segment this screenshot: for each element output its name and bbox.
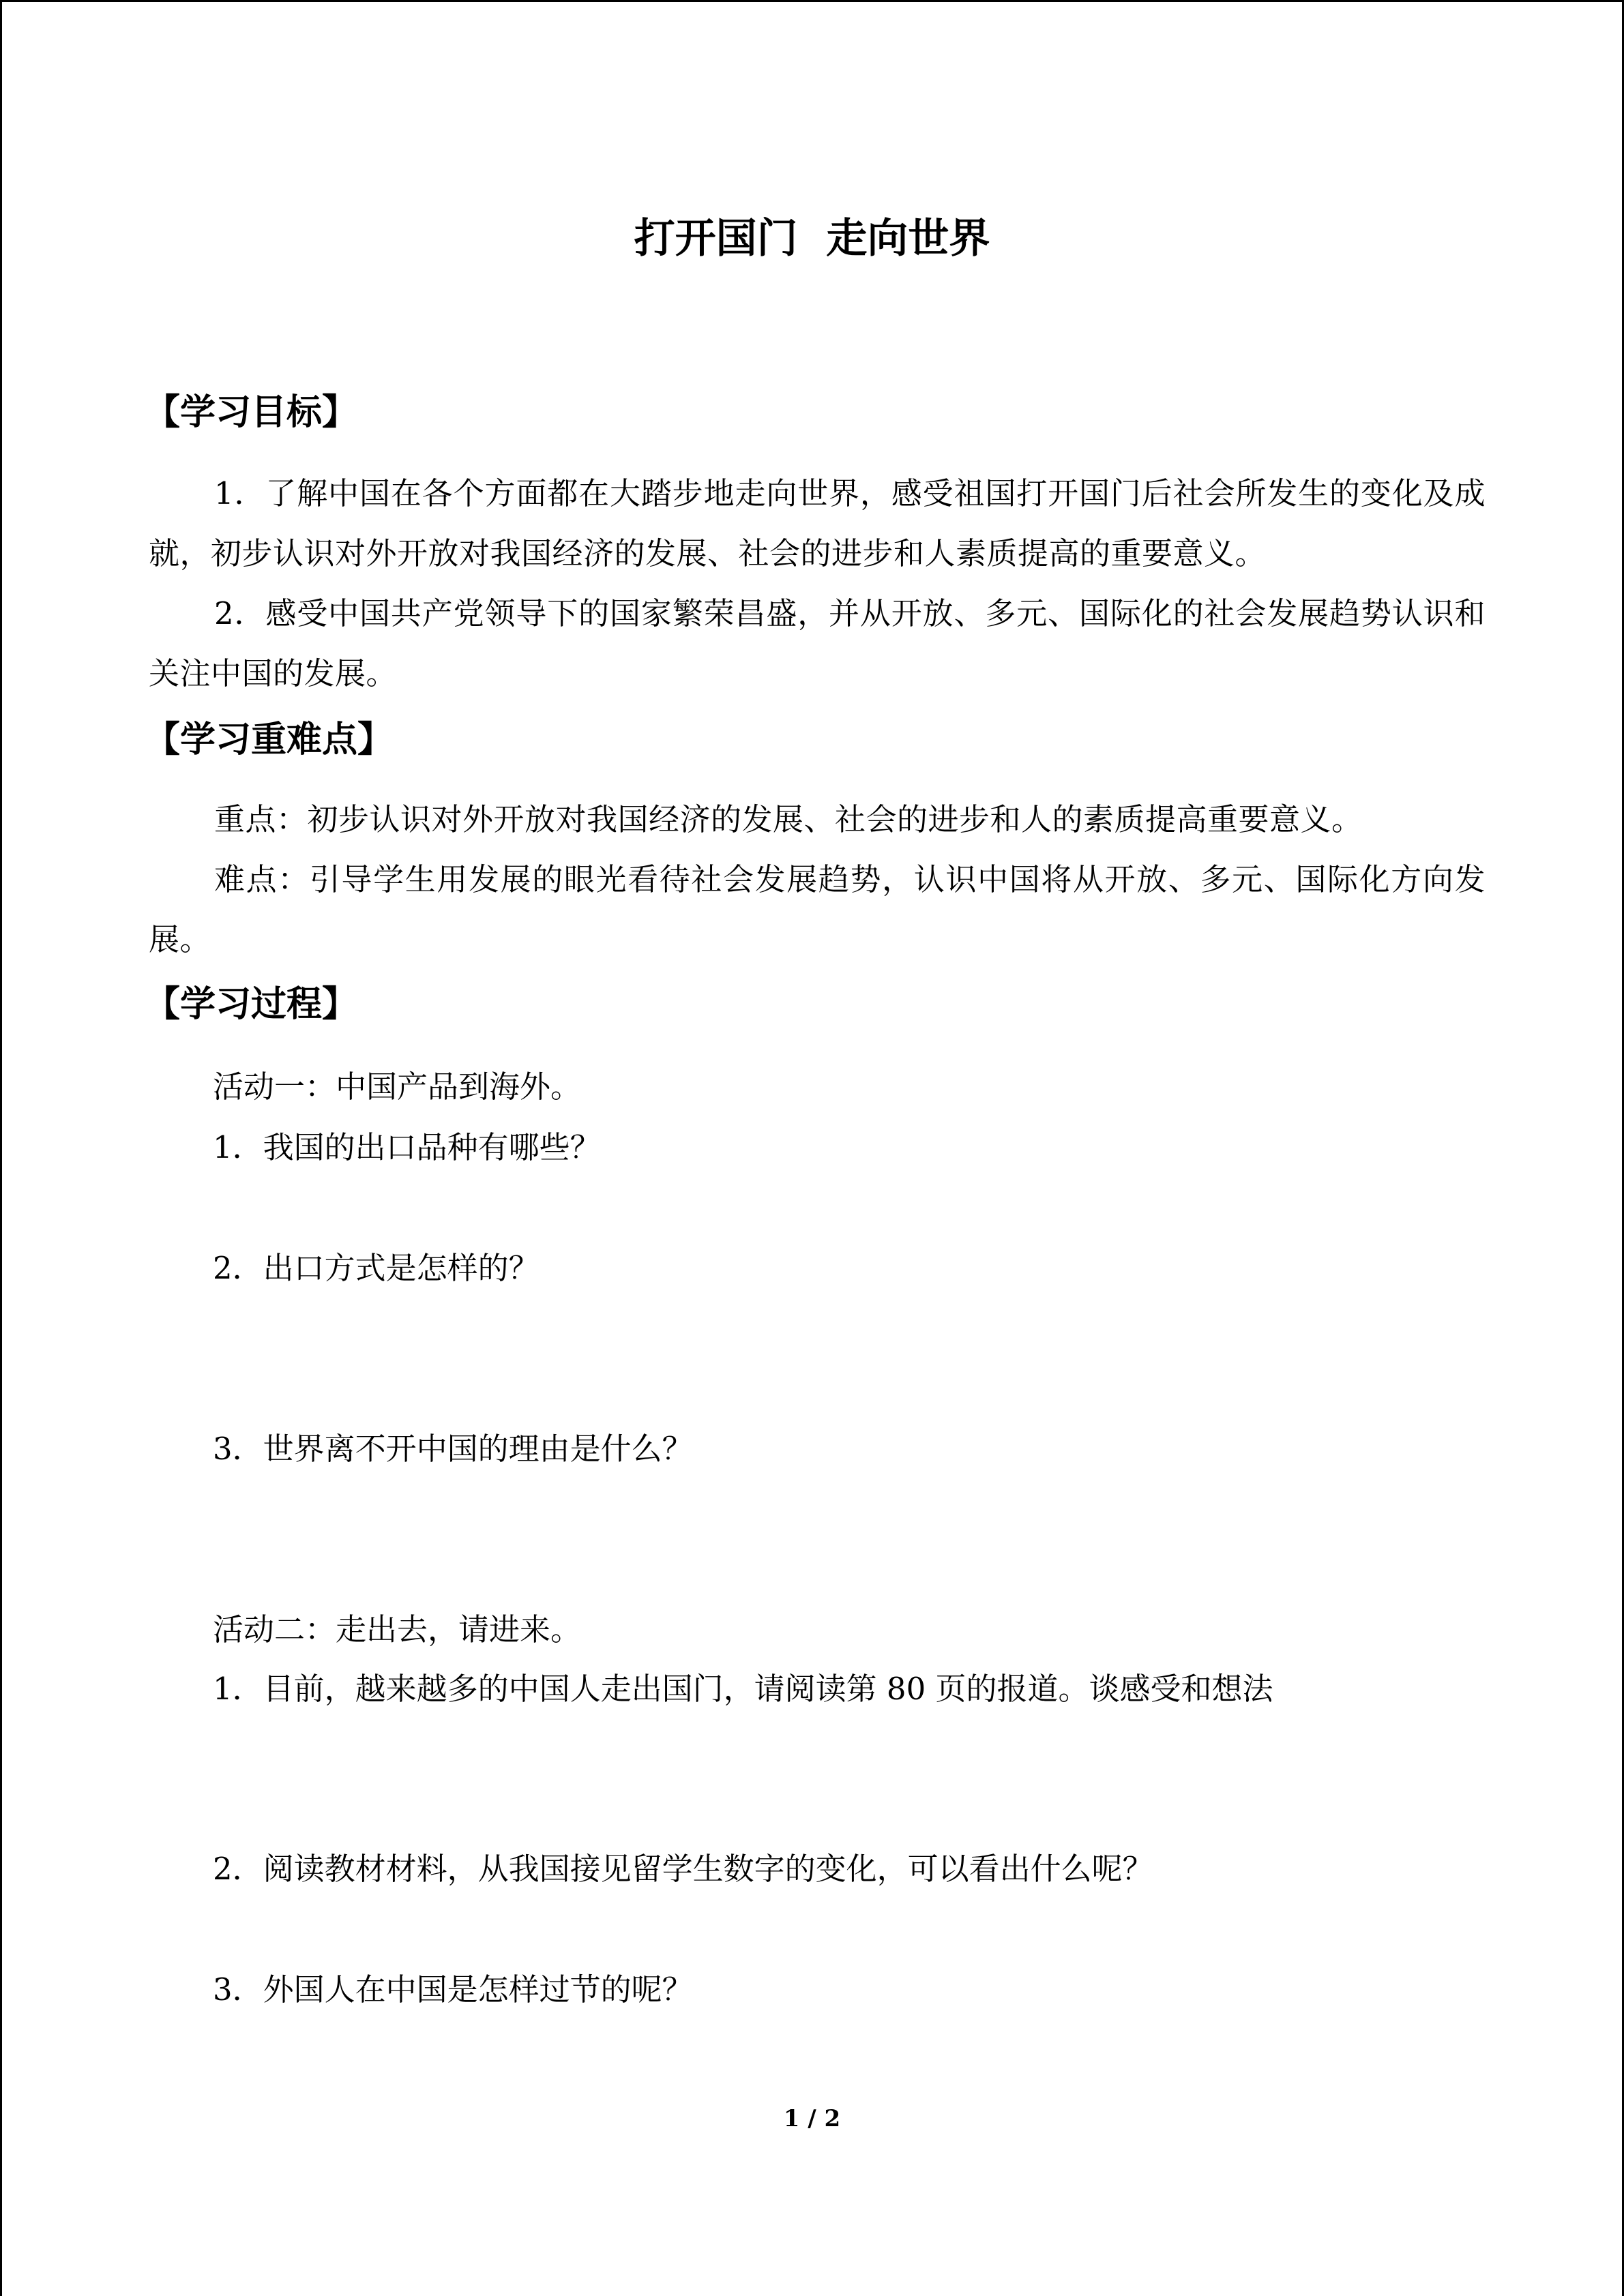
section-heading-key-points: 【学习重难点】 [145,719,394,760]
key-point-difficulty: 难点：引导学生用发展的眼光看待社会发展趋势，认识中国将从开放、多元、国际化方向发展。 [149,861,1486,957]
page-title: 打开国门 走向世界 [634,215,990,263]
activity-1-question-3: 3．世界离不开中国的理由是什么？ [213,1431,693,1467]
section-heading-process: 【学习过程】 [145,984,358,1025]
activity-1-title: 活动一：中国产品到海外。 [213,1069,582,1105]
page-number: 1 / 2 [783,2105,841,2132]
activity-2-question-2: 2．阅读教材材料，从我国接见留学生数字的变化，可以看出什么呢？ [213,1851,1153,1887]
objective-item-1: 1．了解中国在各个方面都在大踏步地走向世界，感受祖国打开国门后社会所发生的变化及成就，初步认识对外开放对我国经济的发展、社会的进步和人素质提高的重要意义。 [149,475,1486,571]
activity-2-question-1: 1．目前，越来越多的中国人走出国门，请阅读第 80 页的报道。谈感受和想法 [213,1671,1273,1707]
key-point-focus: 重点：初步认识对外开放对我国经济的发展、社会的进步和人的素质提高重要意义。 [214,801,1363,837]
activity-2-question-3: 3．外国人在中国是怎样过节的呢？ [213,1971,693,2008]
activity-1-question-2: 2．出口方式是怎样的？ [213,1250,540,1286]
activity-2-title: 活动二：走出去，请进来。 [213,1611,582,1648]
section-heading-objectives: 【学习目标】 [145,392,358,433]
objective-item-2: 2．感受中国共产党领导下的国家繁荣昌盛，并从开放、多元、国际化的社会发展趋势认识和关注中国的发展。 [149,595,1486,691]
activity-1-question-1: 1．我国的出口品种有哪些？ [213,1129,601,1165]
